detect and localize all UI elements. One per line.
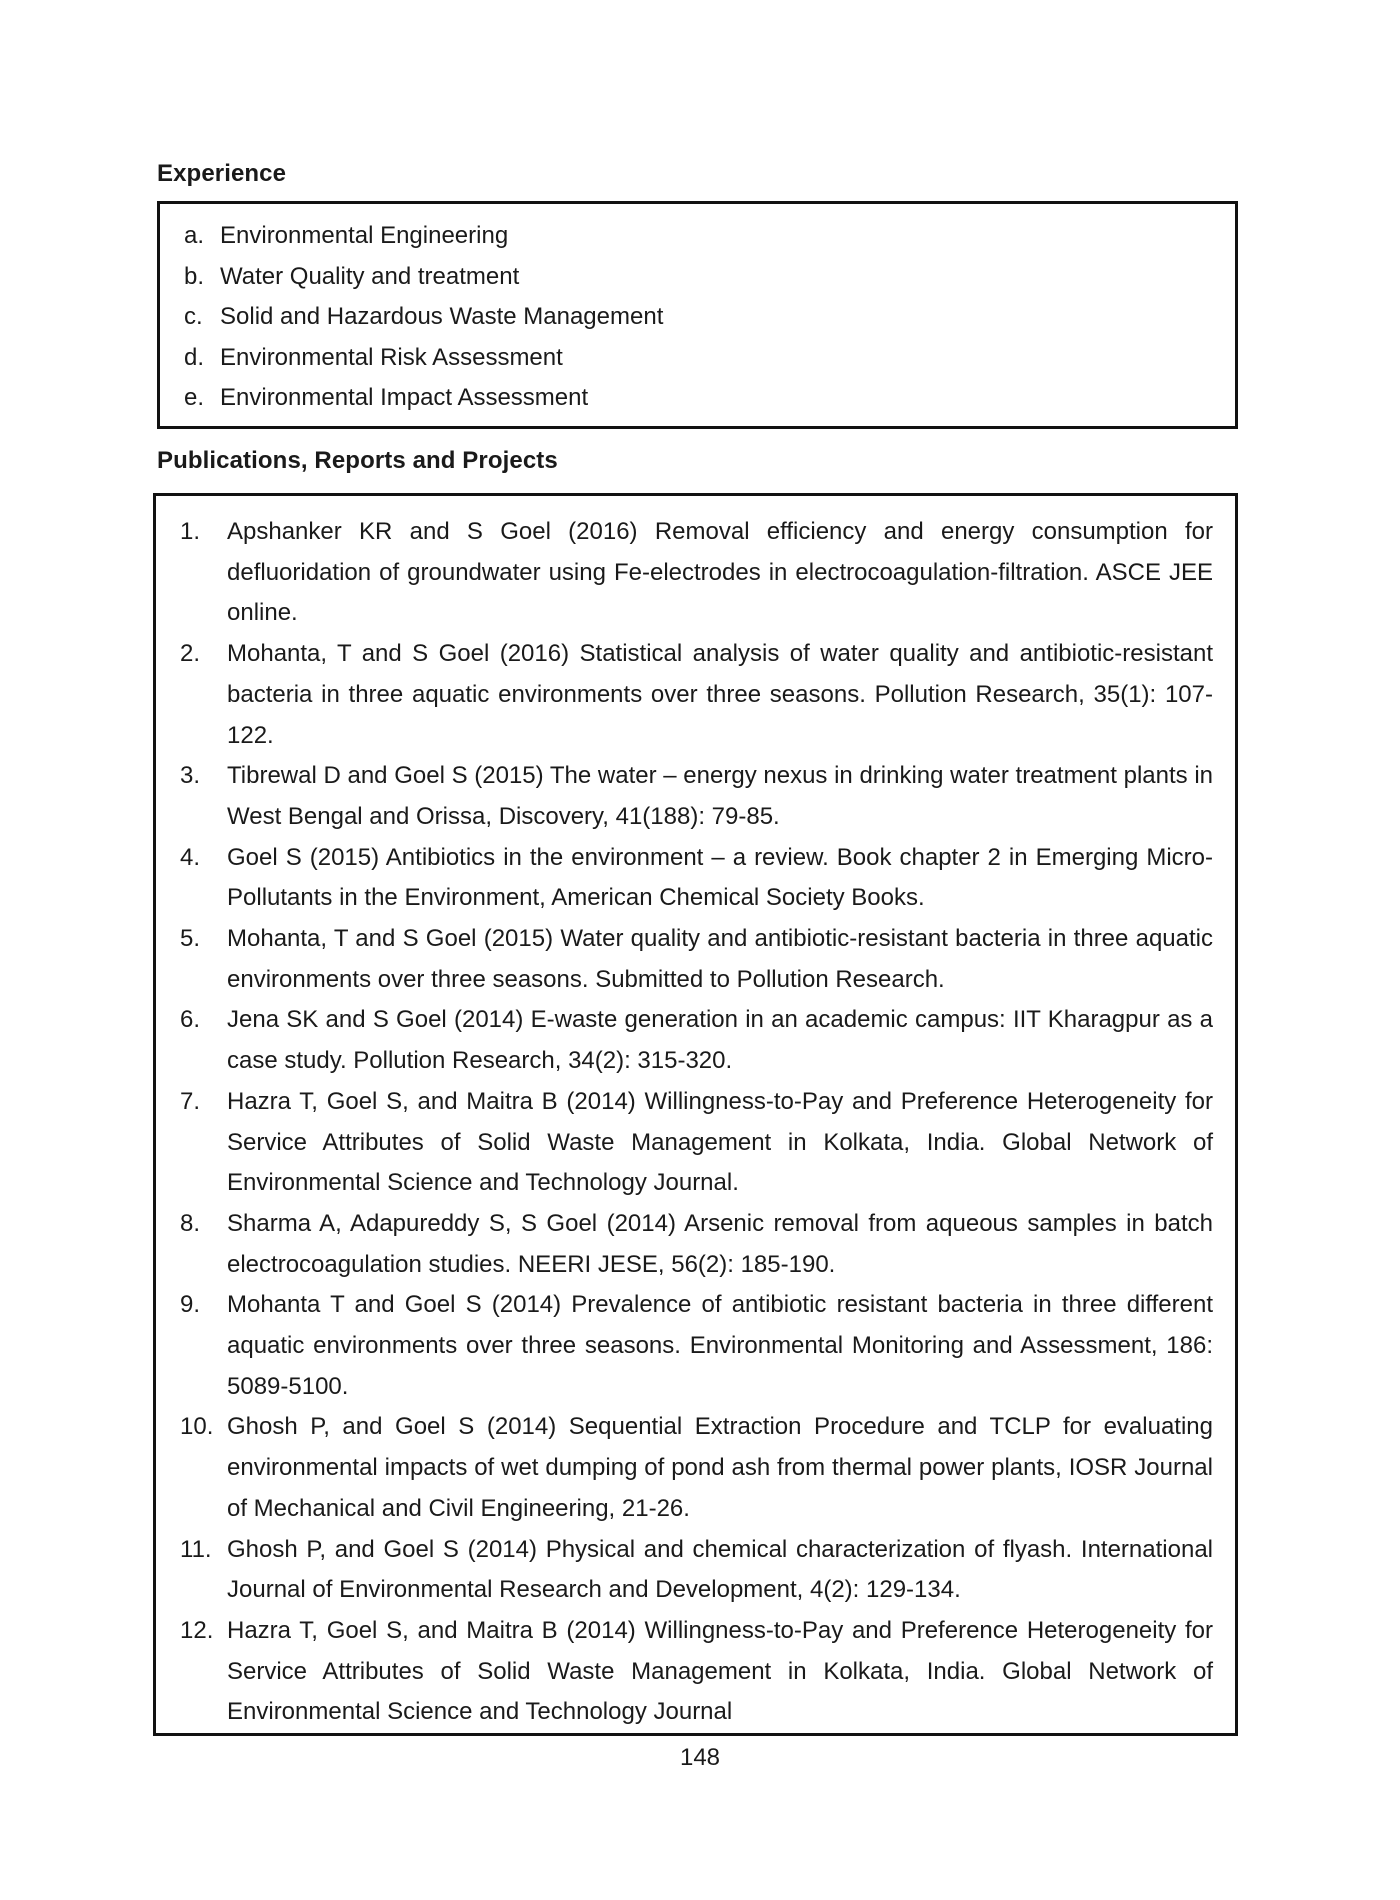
publication-citation: Apshanker KR and S Goel (2016) Removal efficiency and energy consumption for defluoridation of groundwater using Fe-electrodes in electrocoagulation-filtration. ASCE JEE online. [227,518,1213,627]
experience-box [157,201,1238,429]
publication-citation: Jena SK and S Goel (2014) E-waste generation in an academic campus: IIT Kharagpur as a case study. Pollution Research, 34(2): 315-320. [227,1006,1213,1075]
publication-citation: Tibrewal D and Goel S (2015) The water – energy nexus in drinking water treatment plants in West Bengal and Orissa, Discovery, 41(188): 79-85. [227,762,1213,830]
publication-item [176,634,1215,756]
publication-item [176,1204,1215,1285]
experience-item-marker: a. [184,222,205,249]
publication-number: 4. [180,843,201,871]
experience-item-text: Solid and Hazardous Waste Management [220,303,664,330]
experience-list [180,216,1215,419]
publications-box [153,493,1238,1736]
publication-item [176,512,1215,634]
publication-number: 10. [180,1413,214,1441]
publication-citation: Hazra T, Goel S, and Maitra B (2014) Willingness-to-Pay and Preference Heterogeneity for Service Attributes of Solid Waste Management in Kolkata, India. Global Network of Environmental Science and Technology Journal [227,1616,1213,1726]
publication-item [176,756,1215,837]
publication-item [176,1285,1215,1407]
publication-item [176,1000,1215,1081]
experience-heading: Experience [157,160,287,187]
experience-item-marker: d. [184,343,205,371]
publication-number: 9. [180,1291,201,1319]
page-number: 148 [679,1744,721,1771]
publication-number: 5. [180,925,201,953]
publication-item [176,1611,1215,1733]
publication-number: 2. [180,640,201,668]
experience-item [180,257,1215,298]
publication-item [176,919,1215,1000]
publication-number: 6. [180,1006,201,1034]
publication-number: 12. [180,1616,214,1644]
experience-item-text: Environmental Impact Assessment [220,384,589,411]
publication-number: 1. [180,518,201,545]
publication-citation: Mohanta, T and S Goel (2016) Statistical analysis of water quality and antibiotic-resistant bacteria in three aquatic environments over three seasons. Pollution Research, 35(1): 107-122. [227,640,1213,749]
publication-citation: Ghosh P, and Goel S (2014) Physical and chemical characterization of flyash. International Journal of Environmental Research and Development, 4(2): 129-134. [227,1535,1213,1604]
publication-number: 11. [180,1535,212,1563]
publication-number: 8. [180,1209,201,1237]
experience-item-marker: e. [184,384,205,411]
publication-number: 3. [180,762,201,790]
experience-item [180,297,1215,338]
publication-number: 7. [180,1087,201,1115]
experience-item [180,216,1215,257]
publication-citation: Goel S (2015) Antibiotics in the environment – a review. Book chapter 2 in Emerging Micro-Pollutants in the Environment, American Chemical Society Books. [227,843,1213,912]
experience-item-text: Environmental Risk Assessment [220,343,563,371]
publication-item [176,1407,1215,1529]
experience-item-text: Environmental Engineering [220,222,509,249]
experience-item-marker: c. [184,303,203,330]
publication-citation: Hazra T, Goel S, and Maitra B (2014) Willingness-to-Pay and Preference Heterogeneity for Service Attributes of Solid Waste Management in Kolkata, India. Global Network of Environmental Science and Technology Journal. [227,1087,1213,1197]
experience-item [180,338,1215,379]
publication-citation: Mohanta T and Goel S (2014) Prevalence of antibiotic resistant bacteria in three different aquatic environments over three seasons. Environmental Monitoring and Assessment, 186: 5089-5100. [227,1291,1213,1400]
experience-item [180,378,1215,419]
publications-heading: Publications, Reports and Projects [157,447,558,474]
experience-item-text: Water Quality and treatment [220,262,520,290]
experience-item-marker: b. [184,262,205,290]
publication-citation: Ghosh P, and Goel S (2014) Sequential Extraction Procedure and TCLP for evaluating environmental impacts of wet dumping of pond ash from thermal power plants, IOSR Journal of Mechanical and Civil Engineering, 21-26. [227,1413,1213,1522]
publication-citation: Mohanta, T and S Goel (2015) Water quality and antibiotic-resistant bacteria in three aquatic environments over three seasons. Submitted to Pollution Research. [227,925,1213,993]
publications-list [176,512,1215,1733]
publication-item [176,838,1215,919]
publication-item [176,1082,1215,1204]
publication-citation: Sharma A, Adapureddy S, S Goel (2014) Arsenic removal from aqueous samples in batch electrocoagulation studies. NEERI JESE, 56(2): 185-190. [227,1209,1213,1278]
publication-item [176,1530,1215,1611]
